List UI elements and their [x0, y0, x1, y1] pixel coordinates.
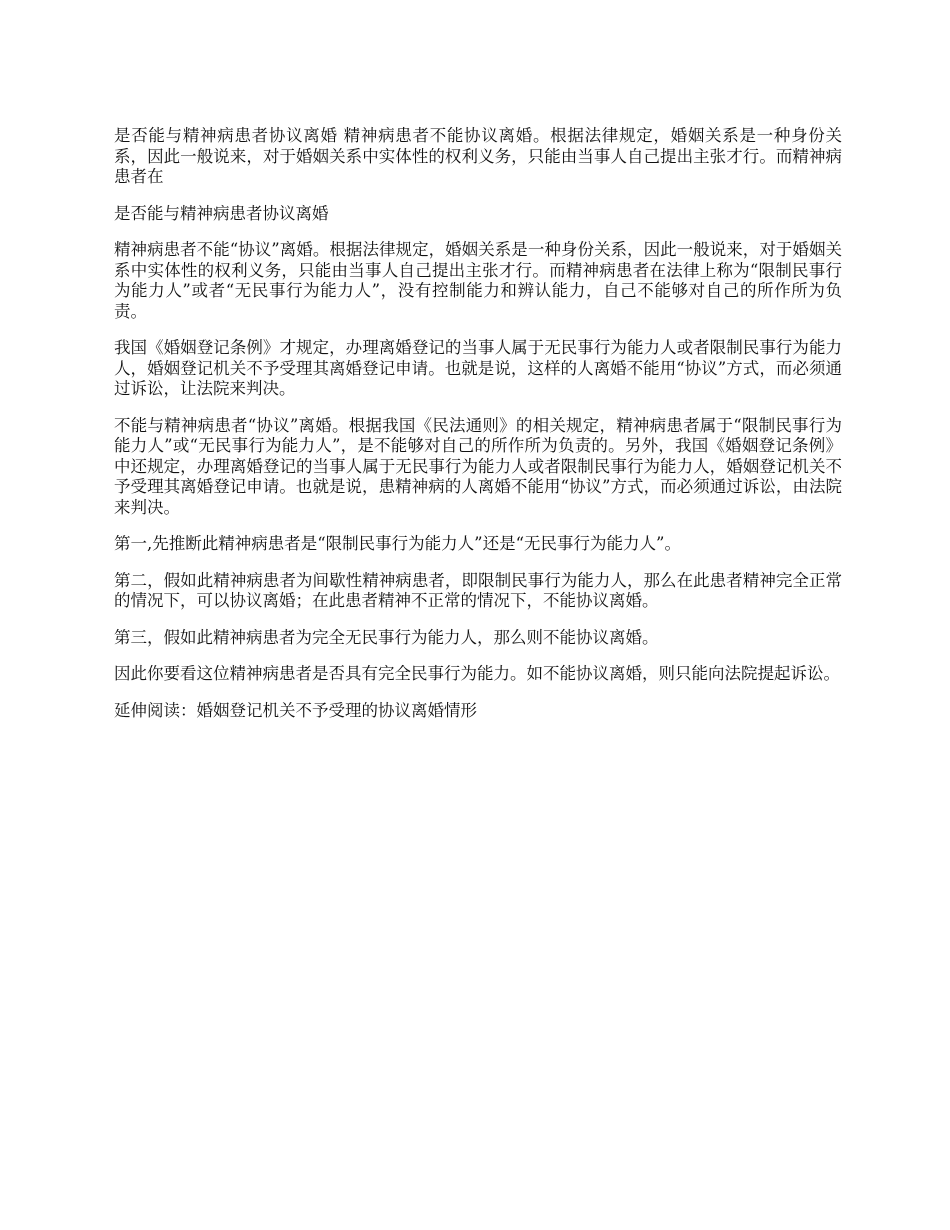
body-paragraph: 第二，假如此精神病患者为间歇性精神病患者，即限制民事行为能力人，那么在此患者精神完全正常的情况下，可以协议离婚；在此患者精神不正常的情况下，不能协议离婚。 — [114, 570, 842, 610]
section-heading: 是否能与精神病患者协议离婚 — [114, 203, 329, 223]
further-reading: 延伸阅读：婚姻登记机关不予受理的协议离婚情形 — [114, 700, 477, 720]
body-paragraph: 不能与精神病患者“协议”离婚。根据我国《民法通则》的相关规定，精神病患者属于“限制民事行为能力人”或“无民事行为能力人”，是不能够对自己的所作所为负责的。另外，我国《婚姻登记条例》中还规定，办理离婚登记的当事人属于无民事行为能力人或者限制民事行为能力人，婚姻登记机关不予受理其离婚登记申请。也就是说，患精神病的人离婚不能用“协议”方式，而必须通过诉讼，由法院来判决。 — [114, 415, 842, 517]
body-paragraph: 我国《婚姻登记条例》才规定，办理离婚登记的当事人属于无民事行为能力人或者限制民事行为能力人，婚姻登记机关不予受理其离婚登记申请。也就是说，这样的人离婚不能用“协议”方式，而必须通过诉讼，让法院来判决。 — [114, 338, 842, 398]
body-paragraph: 第一,先推断此精神病患者是“限制民事行为能力人”还是“无民事行为能力人”。 — [114, 534, 681, 553]
body-paragraph: 因此你要看这位精神病患者是否具有完全民事行为能力。如不能协议离婚，则只能向法院提起诉讼。 — [114, 664, 840, 683]
body-paragraph: 精神病患者不能“协议”离婚。根据法律规定，婚姻关系是一种身份关系，因此一般说来，对于婚姻关系中实体性的权利义务，只能由当事人自己提出主张才行。而精神病患者在法律上称为“限制民事行为能力人”或者“无民事行为能力人”，没有控制能力和辨认能力，自己不能够对自己的所作所为负责。 — [114, 240, 842, 321]
body-paragraph: 第三，假如此精神病患者为完全无民事行为能力人，那么则不能协议离婚。 — [114, 627, 659, 647]
document-body — [114, 126, 842, 737]
intro-paragraph: 是否能与精神病患者协议离婚 精神病患者不能协议离婚。根据法律规定，婚姻关系是一种身份关系，因此一般说来，对于婚姻关系中实体性的权利义务，只能由当事人自己提出主张才行。而精神病患者在 — [114, 126, 842, 186]
